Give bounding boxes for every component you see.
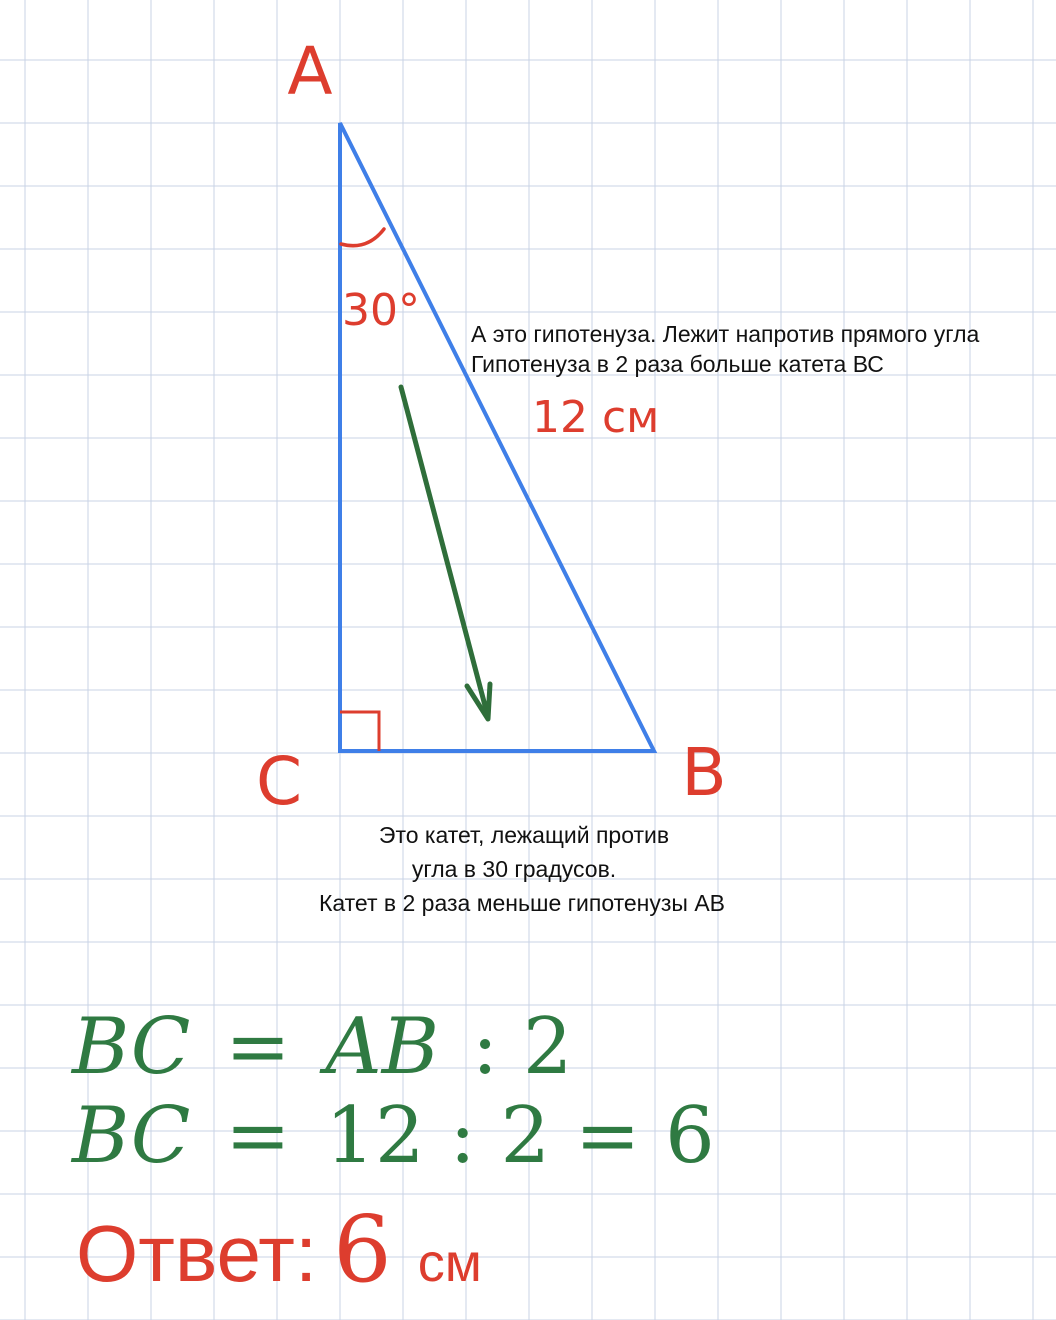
answer-value: 6 — [333, 1196, 392, 1303]
answer-unit: см — [417, 1233, 482, 1293]
formula-2-equals: = — [225, 1091, 291, 1181]
hypotenuse-note-line1: А это гипотенуза. Лежит напротив прямого угла — [471, 321, 980, 347]
answer-label: Ответ: — [76, 1209, 318, 1298]
formula-2-lhs: BC — [72, 1091, 191, 1181]
angle-arc-a — [341, 229, 384, 246]
formula-2-rest: 12 : 2 = 6 — [325, 1091, 715, 1181]
leg-note-line2: угла в 30 градусов. — [411, 856, 617, 882]
formula-line-1 — [70, 1002, 573, 1092]
leg-note-line3: Катет в 2 раза меньше гипотенузы АВ — [318, 890, 726, 916]
right-angle-mark — [340, 712, 379, 751]
hypotenuse-note-line2: Гипотенуза в 2 раза больше катета ВС — [471, 351, 884, 377]
angle-label: 30° — [342, 285, 420, 336]
hypotenuse-length-label: 12 см — [532, 392, 660, 443]
answer-line — [76, 1196, 482, 1303]
formula-1-rest: : 2 — [471, 1002, 573, 1092]
arrow-to-leg-bc — [401, 387, 488, 717]
formula-1-lhs: BC — [72, 1002, 191, 1092]
leg-note-line1: Это катет, лежащий против — [378, 822, 670, 848]
vertex-label-a: A — [287, 33, 333, 110]
formula-1-ab: AB — [325, 1002, 440, 1092]
formula-line-2 — [70, 1091, 715, 1181]
formula-1-equals: = — [225, 1002, 291, 1092]
vertex-label-c: C — [255, 743, 303, 820]
vertex-label-b: B — [681, 734, 727, 811]
